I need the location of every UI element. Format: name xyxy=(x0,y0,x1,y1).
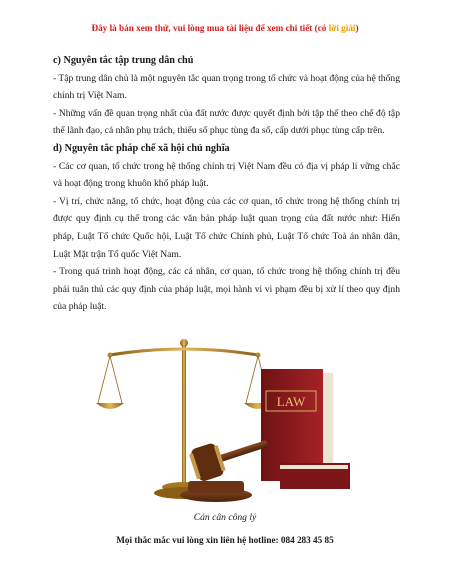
book-law-label: LAW xyxy=(276,394,306,409)
document-body xyxy=(53,52,400,316)
section-d-paragraph-3: - Trong quá trình hoạt động, các cá nhân, cơ quan, tổ chức trong hệ thống chính trị đều phải tuân thủ các quy định của pháp luật, mọi hành vi vi phạm đều bị xử lí theo quy định của pháp luật. xyxy=(53,266,400,313)
preview-notice-highlight: lời giải xyxy=(328,23,356,33)
scale-icon xyxy=(96,339,272,499)
preview-notice-text: Đây là bản xem thử, vui lòng mua tài liệu để xem chi tiết (có xyxy=(91,23,329,33)
preview-notice-close-paren: ) xyxy=(355,23,359,33)
section-c-paragraph-2: - Những vấn đề quan trọng nhất của đất nước được quyết định bởi tập thể theo chế độ tập thể lãnh đạo, cá nhân phụ trách, thiểu số phục tùng đa số, cấp dưới phục tùng cấp trên. xyxy=(53,107,400,137)
section-c-paragraph-1: - Tập trung dân chủ là một nguyên tắc quan trọng trong tổ chức và hoạt động của hệ thống chính trị Việt Nam. xyxy=(53,72,400,102)
section-d-heading: d) Nguyên tắc pháp chế xã hội chủ nghĩa xyxy=(53,142,230,154)
gavel-icon xyxy=(180,427,273,502)
section-d-paragraph-1: - Các cơ quan, tổ chức trong hệ thống chính trị Việt Nam đều có địa vị pháp lí vững chắc và hoạt động trong khuôn khổ pháp luật. xyxy=(53,160,400,190)
law-books-icon xyxy=(261,369,350,489)
scales-of-justice-illustration xyxy=(96,333,356,511)
hotline-footer: Mọi thắc mắc vui lòng xin liên hệ hotline: 084 283 45 85 xyxy=(116,535,334,545)
figure-caption: Cán cân công lý xyxy=(193,512,257,523)
section-c-heading: c) Nguyên tắc tập trung dân chủ xyxy=(53,55,194,66)
preview-notice-banner xyxy=(0,23,450,33)
section-d-paragraph-2: - Vị trí, chức năng, tổ chức, hoạt động của các cơ quan, tổ chức trong hệ thống chính trị được quy định cụ thể trong các văn bản pháp luật quan trọng của đất nước như: Hiến pháp, Luật Tổ chức Quốc hội, Luật Tổ chức Chính phủ, Luật Tổ chức Toà án nhân dân, Luật Mặt trận Tổ quốc Việt Nam. xyxy=(53,195,400,260)
